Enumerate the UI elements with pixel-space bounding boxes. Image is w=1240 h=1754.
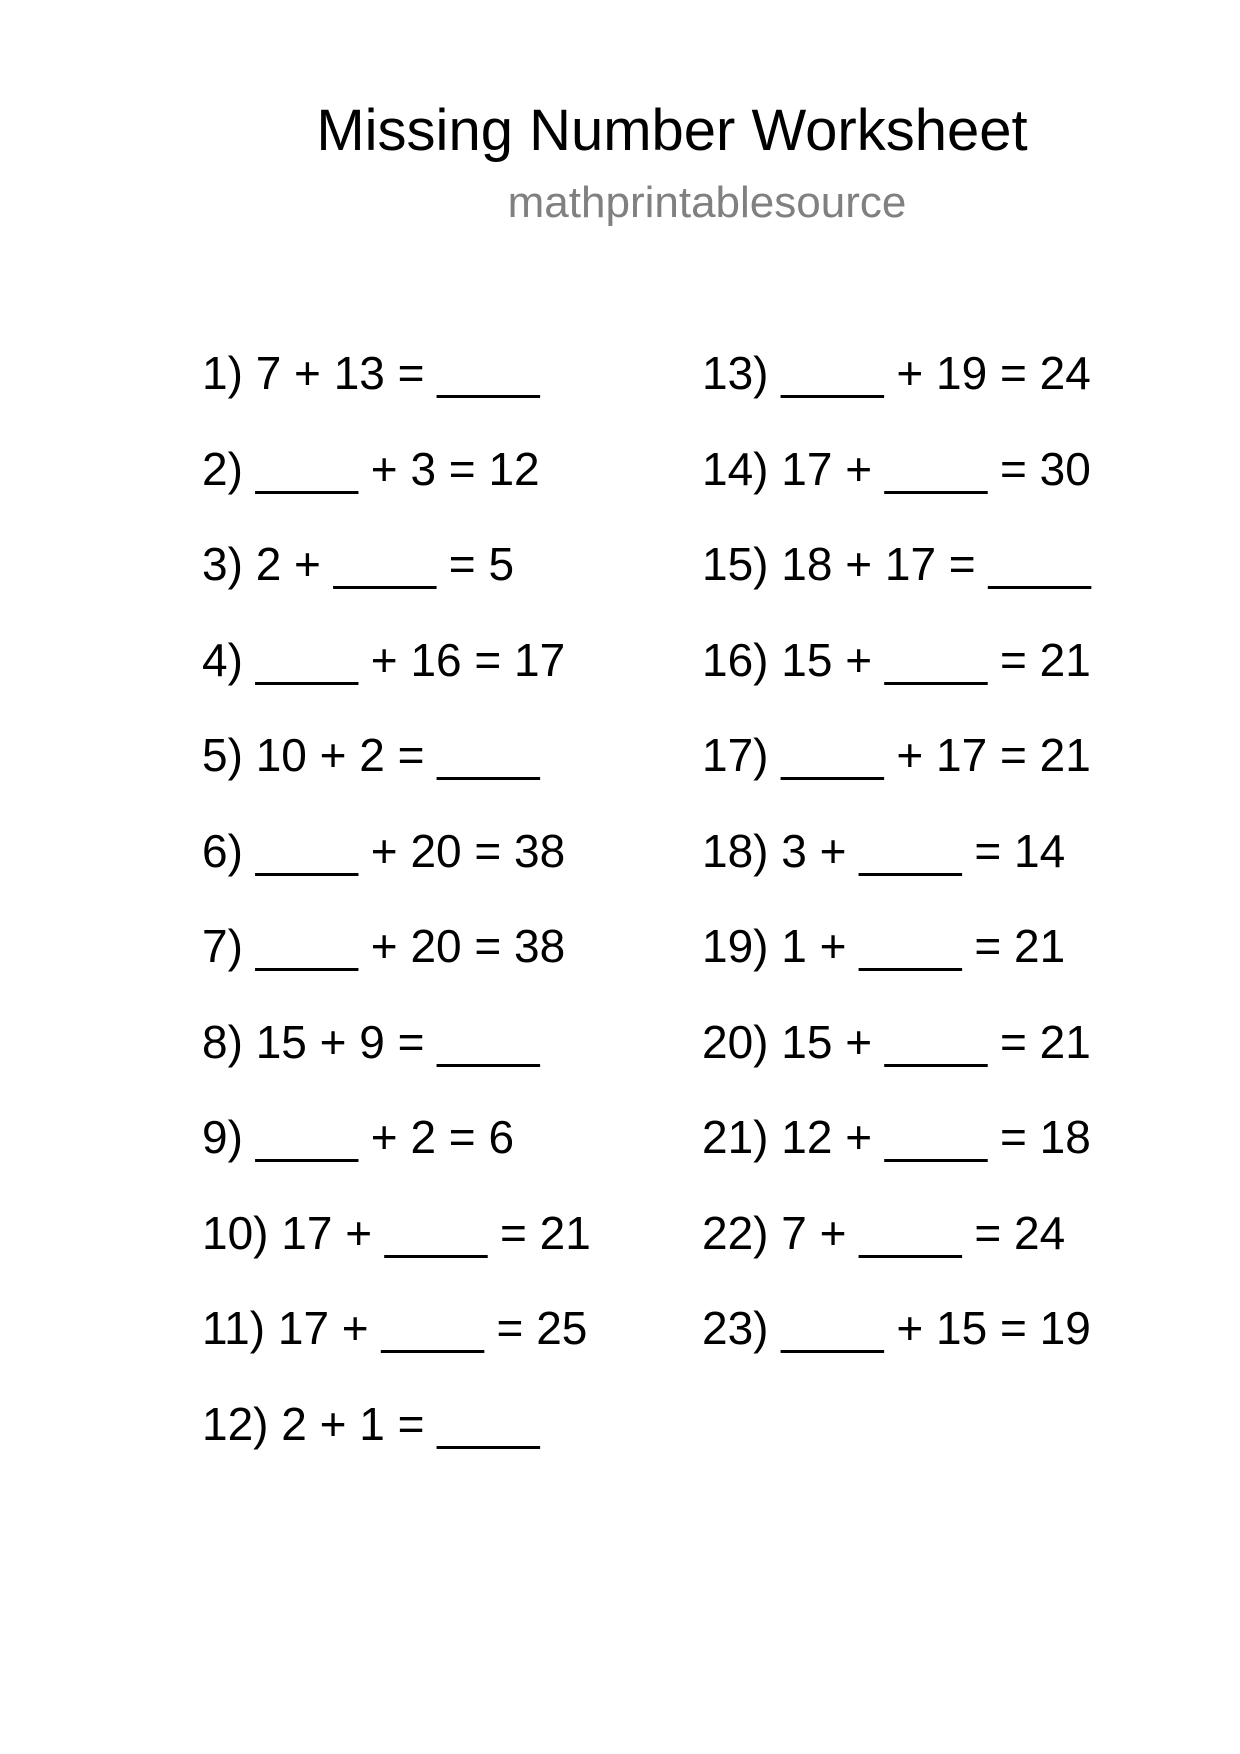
problem-17	[702, 727, 1091, 823]
page-subtitle: mathprintablesource	[507, 178, 907, 227]
problem-7	[202, 918, 591, 1014]
problem-4	[202, 632, 591, 728]
problem-number: 20)	[702, 1015, 769, 1068]
problem-expression: 15 + 9 = ____	[255, 1015, 540, 1068]
problem-number: 10)	[202, 1206, 269, 1259]
problem-expression: ____ + 17 = 21	[781, 729, 1091, 781]
problem-number: 2)	[202, 442, 243, 495]
problem-number: 7)	[202, 920, 243, 972]
problem-expression: 15 + ____ = 21	[781, 633, 1091, 686]
problem-expression: 1 + ____ = 21	[781, 920, 1066, 972]
problem-number: 9)	[202, 1111, 243, 1163]
problem-number: 3)	[202, 538, 243, 590]
problem-expression: 7 + 13 = ____	[255, 347, 540, 399]
problem-number: 6)	[202, 824, 243, 877]
problem-number: 18)	[702, 824, 769, 877]
problem-3	[202, 536, 591, 632]
problem-16	[702, 632, 1091, 728]
problem-expression: 17 + ____ = 21	[281, 1206, 591, 1259]
problem-number: 12)	[202, 1397, 269, 1450]
problem-number: 19)	[702, 920, 769, 972]
problem-2	[202, 441, 591, 537]
problem-expression: ____ + 2 = 6	[255, 1111, 515, 1163]
problem-21	[702, 1109, 1091, 1205]
problem-8	[202, 1014, 591, 1110]
problem-expression: ____ + 15 = 19	[781, 1302, 1091, 1354]
problem-number: 13)	[702, 347, 769, 399]
problem-expression: 3 + ____ = 14	[781, 824, 1066, 877]
problem-expression: ____ + 16 = 17	[255, 633, 566, 686]
problem-number: 8)	[202, 1015, 243, 1068]
problem-expression: 17 + ____ = 25	[277, 1302, 588, 1354]
problem-9	[202, 1109, 591, 1205]
problem-number: 21)	[702, 1111, 769, 1163]
problem-expression: ____ + 20 = 38	[255, 824, 566, 877]
problem-number: 16)	[702, 633, 769, 686]
problem-expression: 10 + 2 = ____	[255, 729, 540, 781]
problem-expression: 2 + 1 = ____	[281, 1397, 540, 1450]
problem-expression: ____ + 19 = 24	[781, 347, 1091, 399]
problem-5	[202, 727, 591, 823]
problem-number: 23)	[702, 1302, 769, 1354]
problems-column-left	[202, 345, 591, 1491]
problem-1	[202, 345, 591, 441]
problem-number: 17)	[702, 729, 769, 781]
problem-expression: 12 + ____ = 18	[781, 1111, 1091, 1163]
problem-13	[702, 345, 1091, 441]
problem-20	[702, 1014, 1091, 1110]
problem-number: 11)	[202, 1302, 266, 1354]
problem-12	[202, 1396, 591, 1492]
problem-10	[202, 1205, 591, 1301]
problem-14	[702, 441, 1091, 537]
problem-number: 4)	[202, 633, 243, 686]
problem-number: 14)	[702, 442, 769, 495]
problem-expression: 7 + ____ = 24	[781, 1206, 1066, 1259]
problem-expression: 17 + ____ = 30	[781, 442, 1091, 495]
problem-expression: ____ + 3 = 12	[255, 442, 540, 495]
problems-column-right	[702, 345, 1091, 1396]
problem-23	[702, 1300, 1091, 1396]
page-title: Missing Number Worksheet	[316, 98, 1028, 163]
problem-expression: 2 + ____ = 5	[255, 538, 515, 590]
problem-6	[202, 823, 591, 919]
problem-number: 1)	[202, 347, 243, 399]
problem-expression: ____ + 20 = 38	[255, 920, 566, 972]
problem-11	[202, 1300, 591, 1396]
problem-expression: 18 + 17 = ____	[781, 538, 1091, 590]
problem-19	[702, 918, 1091, 1014]
problem-number: 5)	[202, 729, 243, 781]
problem-18	[702, 823, 1091, 919]
problem-number: 15)	[702, 538, 769, 590]
problem-22	[702, 1205, 1091, 1301]
problem-number: 22)	[702, 1206, 769, 1259]
problem-expression: 15 + ____ = 21	[781, 1015, 1091, 1068]
problem-15	[702, 536, 1091, 632]
